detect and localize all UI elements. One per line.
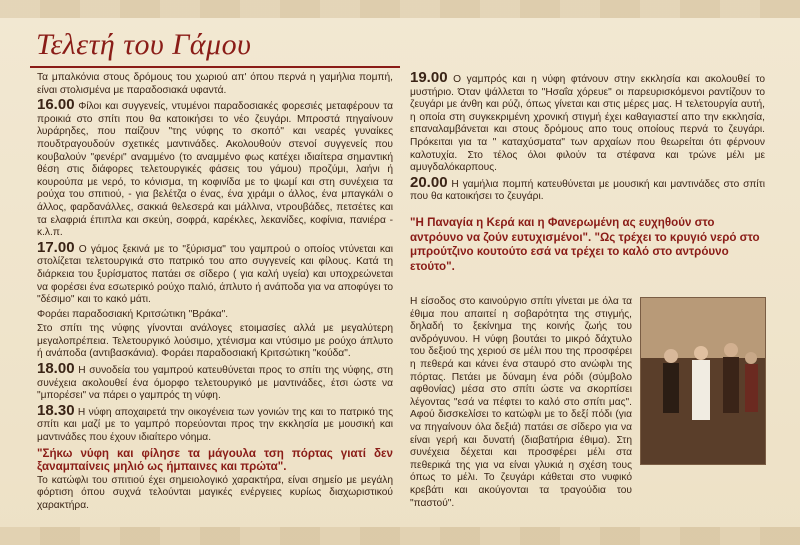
right-column-top (410, 69, 765, 206)
photo-figure-head-1 (664, 349, 678, 363)
wedding-procession-photo (640, 297, 766, 465)
photo-figure-body-3 (723, 357, 739, 413)
time-2000: 20.00 (410, 173, 448, 191)
mantinada-quote-right: "Η Παναγία η Κερά και η Φανερωμένη ας ευχηθούν στο αντρόυνο να ζούν ευτυχισμένοι". "Ως τρέχει το κρυγιό νερό στο μπρούτζινο κουτούτο εσά να τρέχει το καλό στο αντρόυνο ετούτο". (410, 216, 760, 273)
time-1700: 17.00 (37, 238, 75, 256)
decorative-border-bottom (0, 527, 800, 545)
left-column (37, 72, 393, 514)
intro-paragraph: Τα μπαλκόνια στους δρόμους του χωριού απ' όπου περνά η γαμήλια πομπή, είναι στολισμένα με παραδοσιακά υφαντά. (37, 72, 393, 96)
photo-figure-body-1 (663, 363, 679, 413)
section-1900 (410, 69, 765, 175)
text-1800: Η συνοδεία του γαμπρού κατευθύνεται προς το σπίτι της νύφης, στη συνέχεια ακολουθεί ένα όμορφο τελετουργικό με μαντινάδες, έτσι ώστε να "μπορέσει" να πάρει ο γαμπρός τη νύφη. (37, 365, 393, 402)
text-2000: Η γαμήλια πομπή κατευθύνεται με μουσική και μαντινάδες στο σπίτι που θα κατοικήσει το ζευγάρι. (410, 178, 765, 203)
section-1700 (37, 238, 393, 307)
section-1800 (37, 360, 393, 403)
decorative-border-top (0, 0, 800, 18)
closing-paragraph: Το κατώφλι του σπιτιού έχει σημειολογικό χαρακτήρα, είναι σημείο με μεγάλη φόρτιση όπου συχνά τελούνται μαγικές ενέργειες κυρίως διαχωριστικού χαρακτήρα. (37, 474, 393, 511)
mantinada-quote-left: "Σήκω νύφη και φίλησε τα μάγουλα τση πόρτας γιατί δεν ξαναμπαίνεις μηλιό ως ήμπαινες και πρώτα". (37, 446, 393, 473)
title-underline (30, 66, 400, 68)
time-1600: 16.00 (37, 96, 75, 114)
photo-figure-head-2 (694, 346, 708, 360)
right-column-bottom (410, 296, 632, 512)
photo-figure-head-4 (745, 352, 757, 364)
text-1900: Ο γαμπρός και η νύφη φτάνουν στην εκκλησία και ακολουθεί το μυστήριο. Όταν ψάλλεται το "Ησαΐα χόρευε" οι παρευρισκόμενοι ραντίζουν το ζευγάρι με άνθη και ρύζι, όπως γίνεται και στις μέρες μας. Η τελετουργία αυτή, η οποία στη συγκεκριμένη χρονική στιγμή έχει καθαγιαστεί απο την εκκλησία, επαναλαμβάνεται και στους δρόμους απο τους οποίους περνά το ζευγάρι. Πρόκειται για τα " καταχύσματα" των αρχαίων που θεωρείται ότι φέρνουν καλοτυχία. Στο τέλος όλοι φιλούν τα στέφανα και τρώνε μέλι με αμυγδαλόκαρπους. (410, 74, 765, 174)
time-1830: 18.30 (37, 401, 75, 419)
page-title: Τελετή του Γάμου (36, 28, 252, 61)
bride-preparations: Στο σπίτι της νύφης γίνονται ανάλογες ετοιμασίες αλλά με μεγαλύτερη μεγαλοπρέπεια. Τελετουργικό λούσιμο, χτένισμα και ντύσιμο με ρούχο άπλυτο ή ανάποδα (αντιβασκάνια). Φοράει παραδοσιακή Κριτσώτικη "κούδα". (37, 323, 393, 360)
section-1600 (37, 96, 393, 240)
section-2000 (410, 173, 765, 204)
text-1600: Φίλοι και συγγενείς, ντυμένοι παραδοσιακές φορεσιές μεταφέρουν τα προικιά στο σπίτι που θα κατοικήσει το νέο ζευγάρι. Μπροστά πηγαίνουν λυράρηδες, που παίζουν "της νύφης το σκοπό" και νεαρές γυναίκες πουδτραγουδούν σχετικές μαντινάδες. Ακολουθούν στενοί συγγενείς που κουβαλούν "φενέρι" αναμμένο (το αναμμένο φως κατέχει ιδιαίτερα σημαντική θέση στις διάφορες τελετουργικές φάσεις του γάμου) προζύμι, λαήνι ή κουρούπα με νερό, το κόνισμα, τη κοφινίδα με το ψωμί και στη συνέχεια τα ρούχα του σπιτιού, - για βελέτζα ο ένας, ένα χιράμι ο άλλος, ένα μπαγκάλι ο άλλος, φαρδανάλλες, σακκιά θελεσερά και μάλλινα, ντρουβάδες, πετσέτες και τα ελαφριά έπιπλα και σκεύη, σοφρά, καρέκλες, λεκανίδες, κοφίνια, πανιέρα - κ.λ.π. (37, 101, 393, 239)
photo-figure-body-4 (745, 364, 758, 412)
new-house-paragraph: Η είσοδος στο καινούργιο σπίτι γίνεται με όλα τα έθιμα που απαιτεί η σοβαρότητα της στιγμής, δηλαδή το ξεκίνημα της κοινής ζωής του ανδρόγυνου. Η νύφη βουτάει το μικρό δάχτυλο του δεξιού της χεριού σε μέλι που της προσφέρει η πεθερά και κάνει ένα σταυρό στο ανώφλι της πόρτας. Πετάει με δύναμη ένα ρόδι (σύμβολο αφθονίας) μέσα στο σπίτι ώστε να σκορπίσει λέγοντας "εσά να πέφτει το καλό στο σπίτι μας". Αφού δισσκελίσει το κατώφλι με το δεξί πόδι (για να πηγαίνουν όλα δεξιά) πατάει σε σίδερο για να είναι γερή και δυνατή (διαβατήρια έθιμα). Στη συνέχεια δέχεται και προσφέρει μέλι στα πεθερικά της για να είναι γλυκιά η σχέση τους όπως το μέλι. Το ζευγάρι κάθεται στο νυφικό κρεβάτι και ακούγονται τα τραγούδια του "παστού". (410, 296, 632, 509)
photo-illustration (641, 298, 765, 464)
photo-figure-body-2 (692, 360, 710, 420)
section-1830 (37, 401, 393, 445)
text-1700: Ο γάμος ξεκινά με το "ξύρισμα" του γαμπρού ο οποίος ντύνεται και στολίζεται τελετουργικά στο πατρικό του απο συγγενείς και φίλους. Κατά τη διάρκεια του ξυρίσματος πατάει σε σίδερο ( για καλή υγεία) και υποχρεώνεται να φορέσει ένα εσωτερικό ρούχο παλιό, άπλυτο ή ανάποδα για να αποφύγει το "δέσιμο" και το κακό μάτι. (37, 243, 393, 306)
photo-figure-head-3 (724, 343, 738, 357)
vraka-line: Φοράει παραδοσιακή Κριτσώτικη "Βράκα". (37, 308, 229, 320)
time-1800: 18.00 (37, 360, 75, 378)
time-1900: 19.00 (410, 69, 448, 86)
text-1830: Η νύφη αποχαιρετά την οικογένεια των γονιών της και το πατρικό της σπίτι και μαζί με το γαμπρό πορεύονται προς την εκκλησία με μουσική και μαντινάδες που έχουν ιδιαίτερο νόημα. (37, 406, 393, 444)
